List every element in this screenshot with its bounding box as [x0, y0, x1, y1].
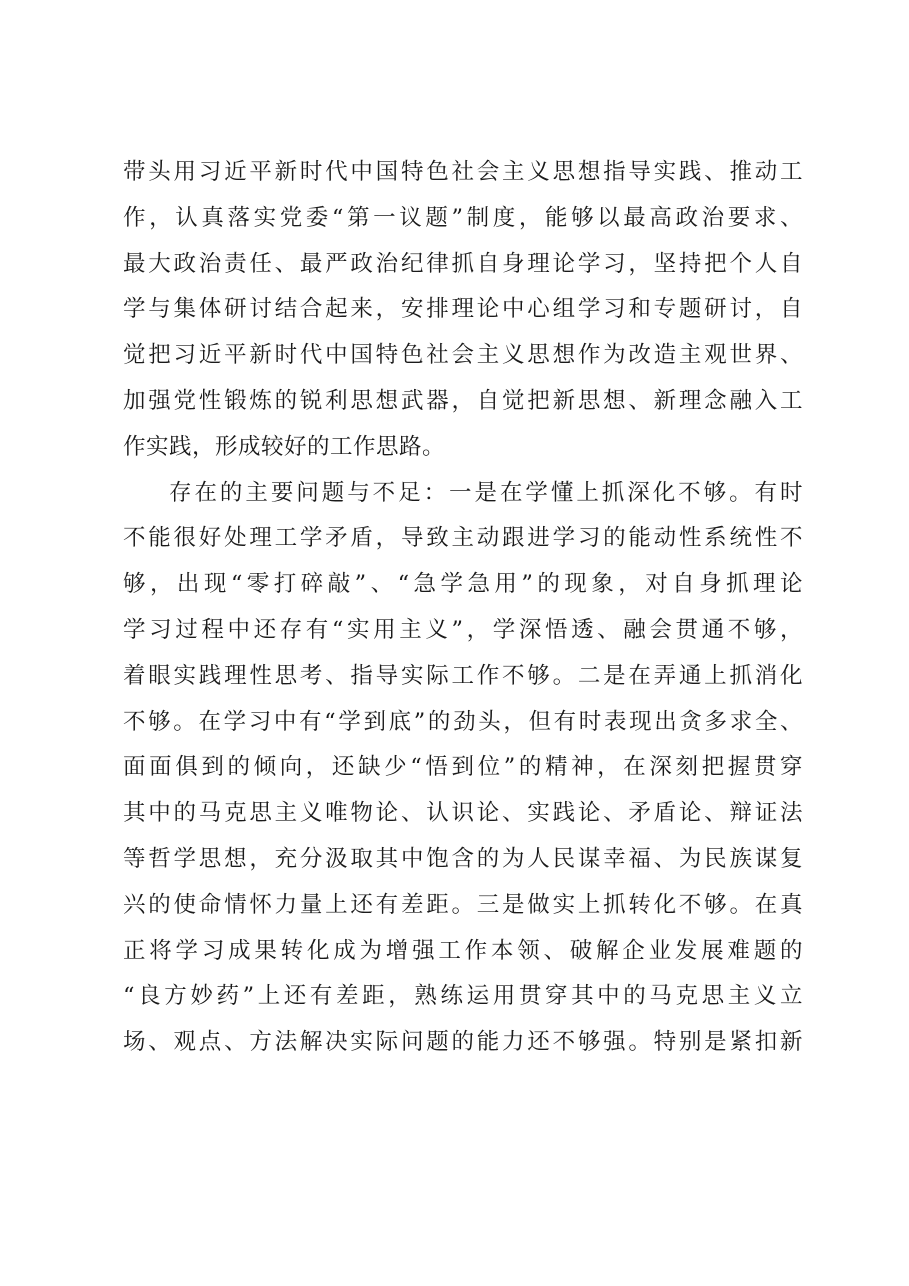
paragraph-line: 不够。在学习中有“学到底”的劲头，但有时表现出贪多求全、 [123, 708, 803, 735]
document-body [123, 150, 803, 1158]
paragraph-line [123, 1066, 803, 1112]
paragraph-line: 兴的使命情怀力量上还有差距。三是做实上抓转化不够。在真 [123, 891, 803, 918]
paragraph-line: 觉把习近平新时代中国特色社会主义思想作为改造主观世界、 [123, 342, 803, 369]
paragraph-line: 作实践，形成较好的工作思路。 [123, 433, 446, 460]
paragraph-line [123, 1112, 803, 1158]
paragraph-line: 学与集体研讨结合起来，安排理论中心组学习和专题研讨，自 [123, 296, 803, 323]
paragraph-line: 正将学习成果转化成为增强工作本领、破解企业发展难题的 [123, 937, 803, 964]
paragraph-line: 存在的主要问题与不足：一是在学懂上抓深化不够。有时 [169, 479, 803, 506]
paragraph-line: 学习过程中还存有“实用主义”，学深悟透、融会贯通不够， [123, 616, 803, 643]
paragraph-line: 够，出现“零打碎敲”、“急学急用”的现象，对自身抓理论 [123, 571, 803, 598]
paragraph-line: 着眼实践理性思考、指导实际工作不够。二是在弄通上抓消化 [123, 662, 803, 689]
paragraph-line: 面面俱到的倾向，还缺少“悟到位”的精神，在深刻把握贯穿 [123, 754, 803, 781]
paragraph-line: 作，认真落实党委“第一议题”制度，能够以最高政治要求、 [123, 204, 803, 231]
paragraph-line: 不能很好处理工学矛盾，导致主动跟进学习的能动性系统性不 [123, 525, 803, 552]
paragraph-line: 带头用习近平新时代中国特色社会主义思想指导实践、推动工 [123, 159, 803, 185]
paragraph-line: 等哲学思想，充分汲取其中饱含的为人民谋幸福、为民族谋复 [123, 845, 803, 872]
paragraph-line: 最大政治责任、最严政治纪律抓自身理论学习，坚持把个人自 [123, 250, 803, 277]
paragraph-line: “良方妙药”上还有差距，熟练运用贯穿其中的马克思主义立 [123, 983, 803, 1010]
paragraph-2 [123, 471, 803, 1158]
paragraph-line: 场、观点、方法解决实际问题的能力还不够强。特别是紧扣新 [123, 1029, 803, 1056]
paragraph-1 [123, 150, 803, 471]
paragraph-line: 加强党性锻炼的锐利思想武器，自觉把新思想、新理念融入工 [123, 387, 803, 414]
paragraph-line: 其中的马克思主义唯物论、认识论、实践论、矛盾论、辩证法 [123, 800, 803, 827]
